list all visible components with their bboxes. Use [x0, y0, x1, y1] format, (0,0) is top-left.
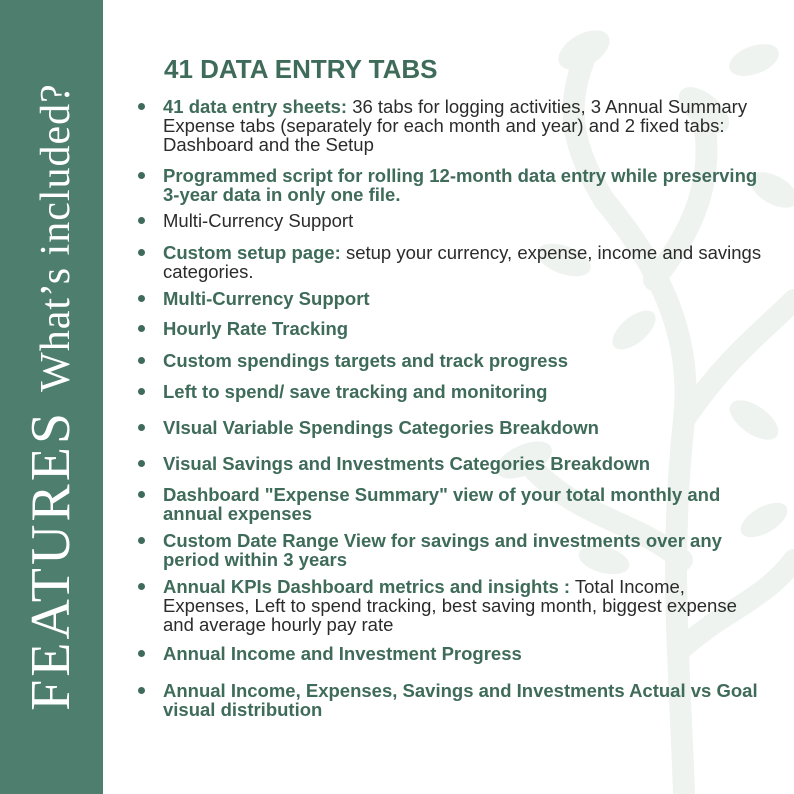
- bullet-icon: [138, 424, 145, 431]
- bullet-icon: [138, 217, 145, 224]
- sidebar-title-sub: What’s included?: [33, 83, 79, 392]
- feature-text: 36 tabs for logging activities, 3 Annual Summary Expense tabs (separately for each month and year) and 2 fixed tabs: Dashboard and the Setup: [163, 96, 748, 155]
- feature-text: Total Income, Expenses, Left to spend tracking, best saving month, biggest expense and average hourly pay rate: [163, 576, 737, 635]
- feature-item-spending-targets: [136, 351, 764, 370]
- feature-item-hourly-rate: [136, 319, 764, 338]
- feature-bold: VIsual Variable Spendings Categories Breakdown: [163, 417, 599, 438]
- feature-item-multi-currency: [136, 289, 764, 308]
- feature-bold: Hourly Rate Tracking: [163, 318, 349, 339]
- bullet-icon: [138, 687, 145, 694]
- page-title: 41 DATA ENTRY TABS: [164, 54, 438, 84]
- feature-text: setup your currency, expense, income and savings categories.: [163, 242, 762, 282]
- feature-item-variable-spendings: [136, 418, 764, 437]
- feature-item-custom-setup: [136, 243, 764, 281]
- bullet-icon: [138, 249, 145, 256]
- bullet-icon: [138, 460, 145, 467]
- bullet-icon: [138, 103, 145, 110]
- feature-bold: Annual KPIs Dashboard metrics and insights :: [163, 576, 571, 597]
- feature-item-date-range: [136, 531, 764, 569]
- sidebar-title-main: FEATURES: [20, 409, 82, 711]
- bullet-icon: [138, 295, 145, 302]
- sidebar: [0, 0, 103, 794]
- feature-item-actual-vs-goal: [136, 681, 764, 719]
- feature-item-left-to-spend: [136, 382, 764, 401]
- feature-item-multi-currency-plain: [136, 211, 764, 230]
- bullet-icon: [138, 357, 145, 364]
- feature-item-data-entry-sheets: [136, 97, 764, 154]
- bullet-icon: [138, 388, 145, 395]
- feature-text: Multi-Currency Support: [163, 210, 354, 231]
- feature-item-programmed-script: [136, 166, 764, 204]
- feature-bold: Visual Savings and Investments Categories Breakdown: [163, 453, 650, 474]
- feature-bold: Multi-Currency Support: [163, 288, 370, 309]
- feature-item-annual-kpis: [136, 577, 764, 634]
- feature-bold: Left to spend/ save tracking and monitoring: [163, 381, 548, 402]
- feature-bold: Dashboard "Expense Summary" view of your total monthly and annual expenses: [163, 484, 721, 524]
- feature-bold: Custom Date Range View for savings and investments over any period within 3 years: [163, 530, 722, 570]
- feature-item-income-progress: [136, 644, 764, 663]
- feature-bold: Custom setup page:: [163, 242, 341, 263]
- feature-bold: 41 data entry sheets:: [163, 96, 348, 117]
- feature-item-savings-breakdown: [136, 454, 764, 473]
- bullet-icon: [138, 537, 145, 544]
- bullet-icon: [138, 650, 145, 657]
- bullet-icon: [138, 172, 145, 179]
- bullet-icon: [138, 325, 145, 332]
- bullet-icon: [138, 491, 145, 498]
- feature-item-expense-summary: [136, 485, 764, 523]
- feature-bold: Annual Income and Investment Progress: [163, 643, 522, 664]
- feature-bold: Custom spendings targets and track progress: [163, 350, 569, 371]
- sidebar-title: [20, 7, 82, 787]
- bullet-icon: [138, 583, 145, 590]
- feature-bold: Programmed script for rolling 12-month data entry while preserving 3-year data in only one file.: [163, 165, 758, 205]
- feature-bold: Annual Income, Expenses, Savings and Investments Actual vs Goal visual distribution: [163, 680, 758, 720]
